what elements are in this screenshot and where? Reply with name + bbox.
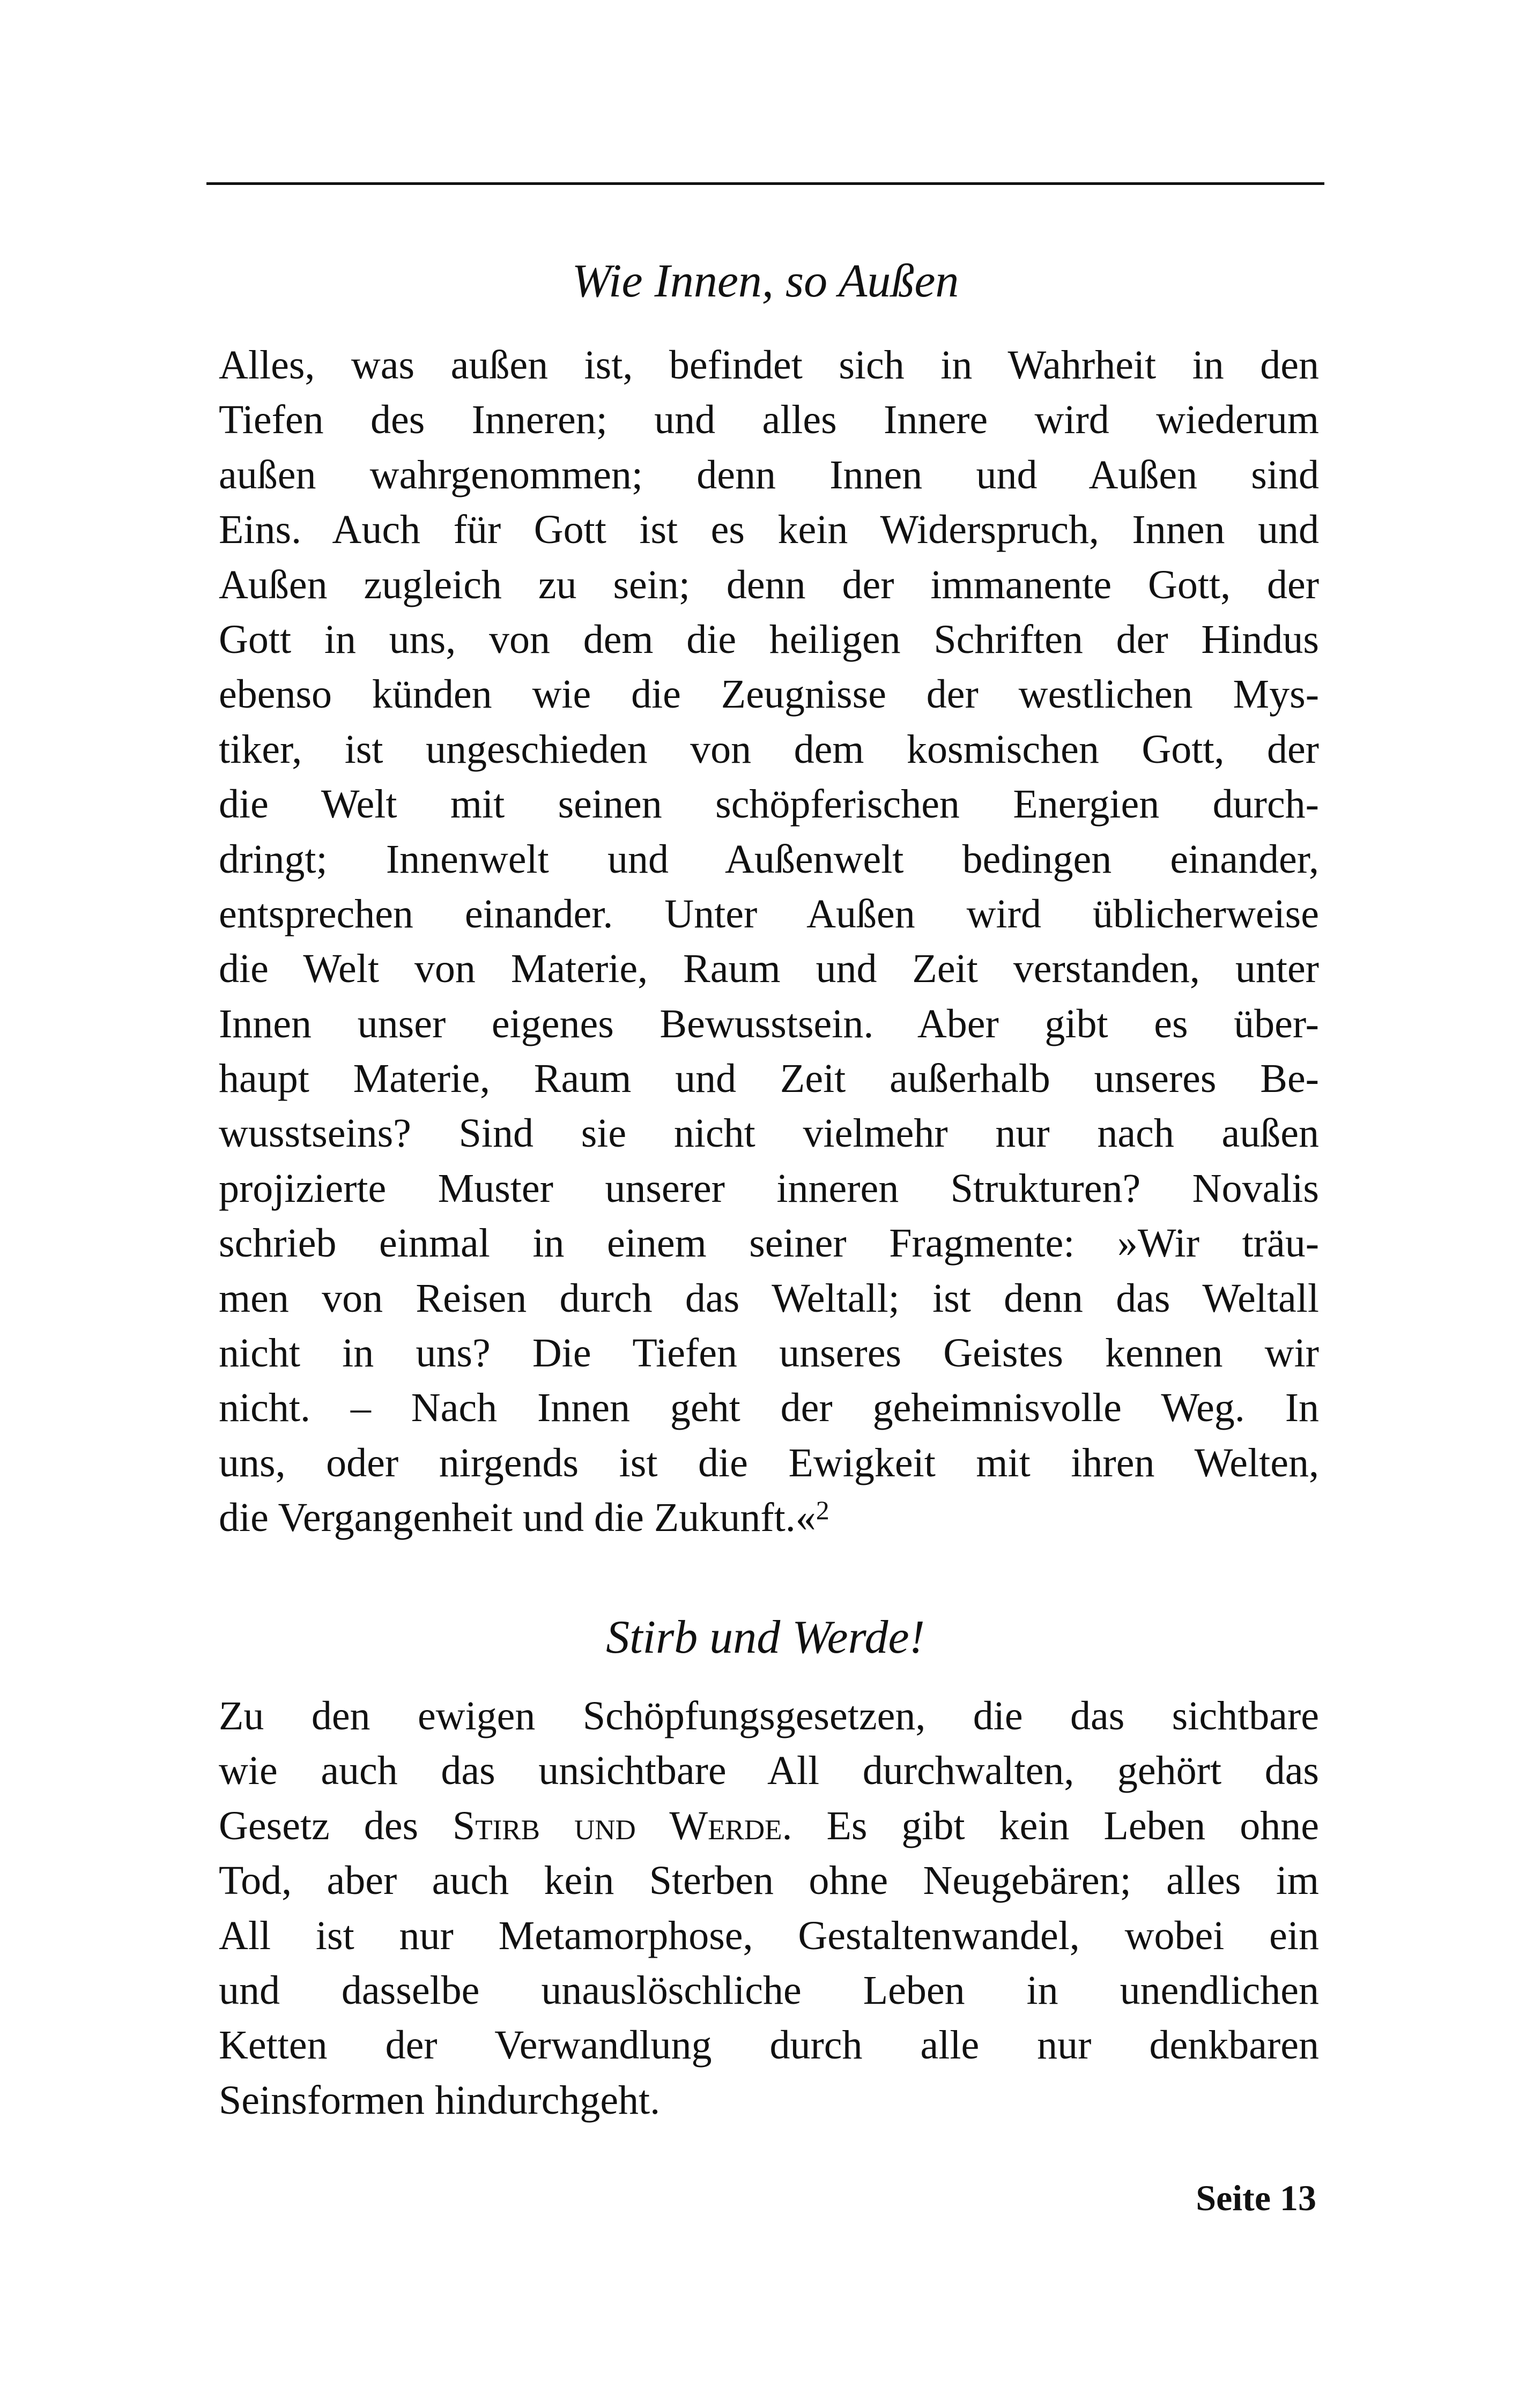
- section-heading-wie-innen: Wie Innen, so Außen: [572, 255, 959, 307]
- text-line: projizierte Muster unserer inneren Strukturen? Novalis: [219, 1165, 1319, 1211]
- text-line: nicht in uns? Die Tiefen unseres Geistes kennen wir: [219, 1331, 1319, 1376]
- text-line: Tod, aber auch kein Sterben ohne Neugebären; alles im: [219, 1858, 1319, 1904]
- text-line: Ketten der Verwandlung durch alle nur denkbaren: [219, 2023, 1319, 2068]
- text-segment: Gesetz des: [219, 1803, 453, 1848]
- footnote-marker[interactable]: 2: [816, 1495, 829, 1526]
- text-line: nicht. – Nach Innen geht der geheimnisvolle Weg. In: [219, 1385, 1319, 1431]
- text-line: Tiefen des Inneren; und alles Innere wird wiederum: [219, 397, 1319, 443]
- header-rule: [206, 182, 1324, 185]
- text-line: und dasselbe unauslöschliche Leben in unendlichen: [219, 1967, 1319, 2013]
- text-line: die Welt von Materie, Raum und Zeit verstanden, unter: [219, 946, 1319, 992]
- small-caps-term: Stirb und Werde: [453, 1803, 782, 1848]
- text-line: uns, oder nirgends ist die Ewigkeit mit ihren Welten,: [219, 1440, 1319, 1485]
- section-heading-stirb-und-werde: Stirb und Werde!: [606, 1611, 925, 1663]
- page-number: Seite 13: [1196, 2177, 1316, 2218]
- text-line: men von Reisen durch das Weltall; ist denn das Weltall: [219, 1275, 1319, 1321]
- text-line: wusstseins? Sind sie nicht vielmehr nur nach außen: [219, 1111, 1319, 1156]
- text-line: Eins. Auch für Gott ist es kein Widerspruch, Innen und: [219, 507, 1319, 553]
- paragraph-stirb-und-werde: [219, 1689, 1319, 2128]
- text-segment: . Es gibt kein Leben ohne: [782, 1803, 1319, 1848]
- text-line: tiker, ist ungeschieden von dem kosmischen Gott, der: [219, 726, 1319, 772]
- text-line: dringt; Innenwelt und Außenwelt bedingen einander,: [219, 836, 1319, 882]
- text-line-content: die Vergangenheit und die Zukunft.«: [219, 1495, 816, 1541]
- text-line: Außen zugleich zu sein; denn der immanente Gott, der: [219, 562, 1319, 607]
- text-line: haupt Materie, Raum und Zeit außerhalb unseres Be-: [219, 1056, 1319, 1102]
- text-line-last: Seinsformen hindurchgeht.: [219, 2077, 661, 2123]
- text-line: Zu den ewigen Schöpfungsgesetzen, die das sichtbare: [219, 1693, 1319, 1738]
- text-line: Alles, was außen ist, befindet sich in Wahrheit in den: [219, 343, 1319, 388]
- text-line: All ist nur Metamorphose, Gestaltenwandel, wobei ein: [219, 1913, 1319, 1958]
- text-line: schrieb einmal in einem seiner Fragmente: »Wir träu-: [219, 1221, 1319, 1266]
- text-line: ebenso künden wie die Zeugnisse der westlichen Mys-: [219, 672, 1319, 717]
- text-line: die Welt mit seinen schöpferischen Energien durch-: [219, 782, 1319, 827]
- paragraph-wie-innen: [219, 338, 1319, 1545]
- text-line-last: [219, 1490, 1319, 1545]
- text-line: [219, 1798, 1319, 1853]
- text-line: außen wahrgenommen; denn Innen und Außen sind: [219, 452, 1319, 497]
- text-line: Innen unser eigenes Bewusstsein. Aber gibt es über-: [219, 1001, 1319, 1046]
- text-line: entsprechen einander. Unter Außen wird üblicherweise: [219, 891, 1319, 937]
- text-line: wie auch das unsichtbare All durchwalten, gehört das: [219, 1748, 1319, 1794]
- text-line: Gott in uns, von dem die heiligen Schriften der Hindus: [219, 616, 1319, 662]
